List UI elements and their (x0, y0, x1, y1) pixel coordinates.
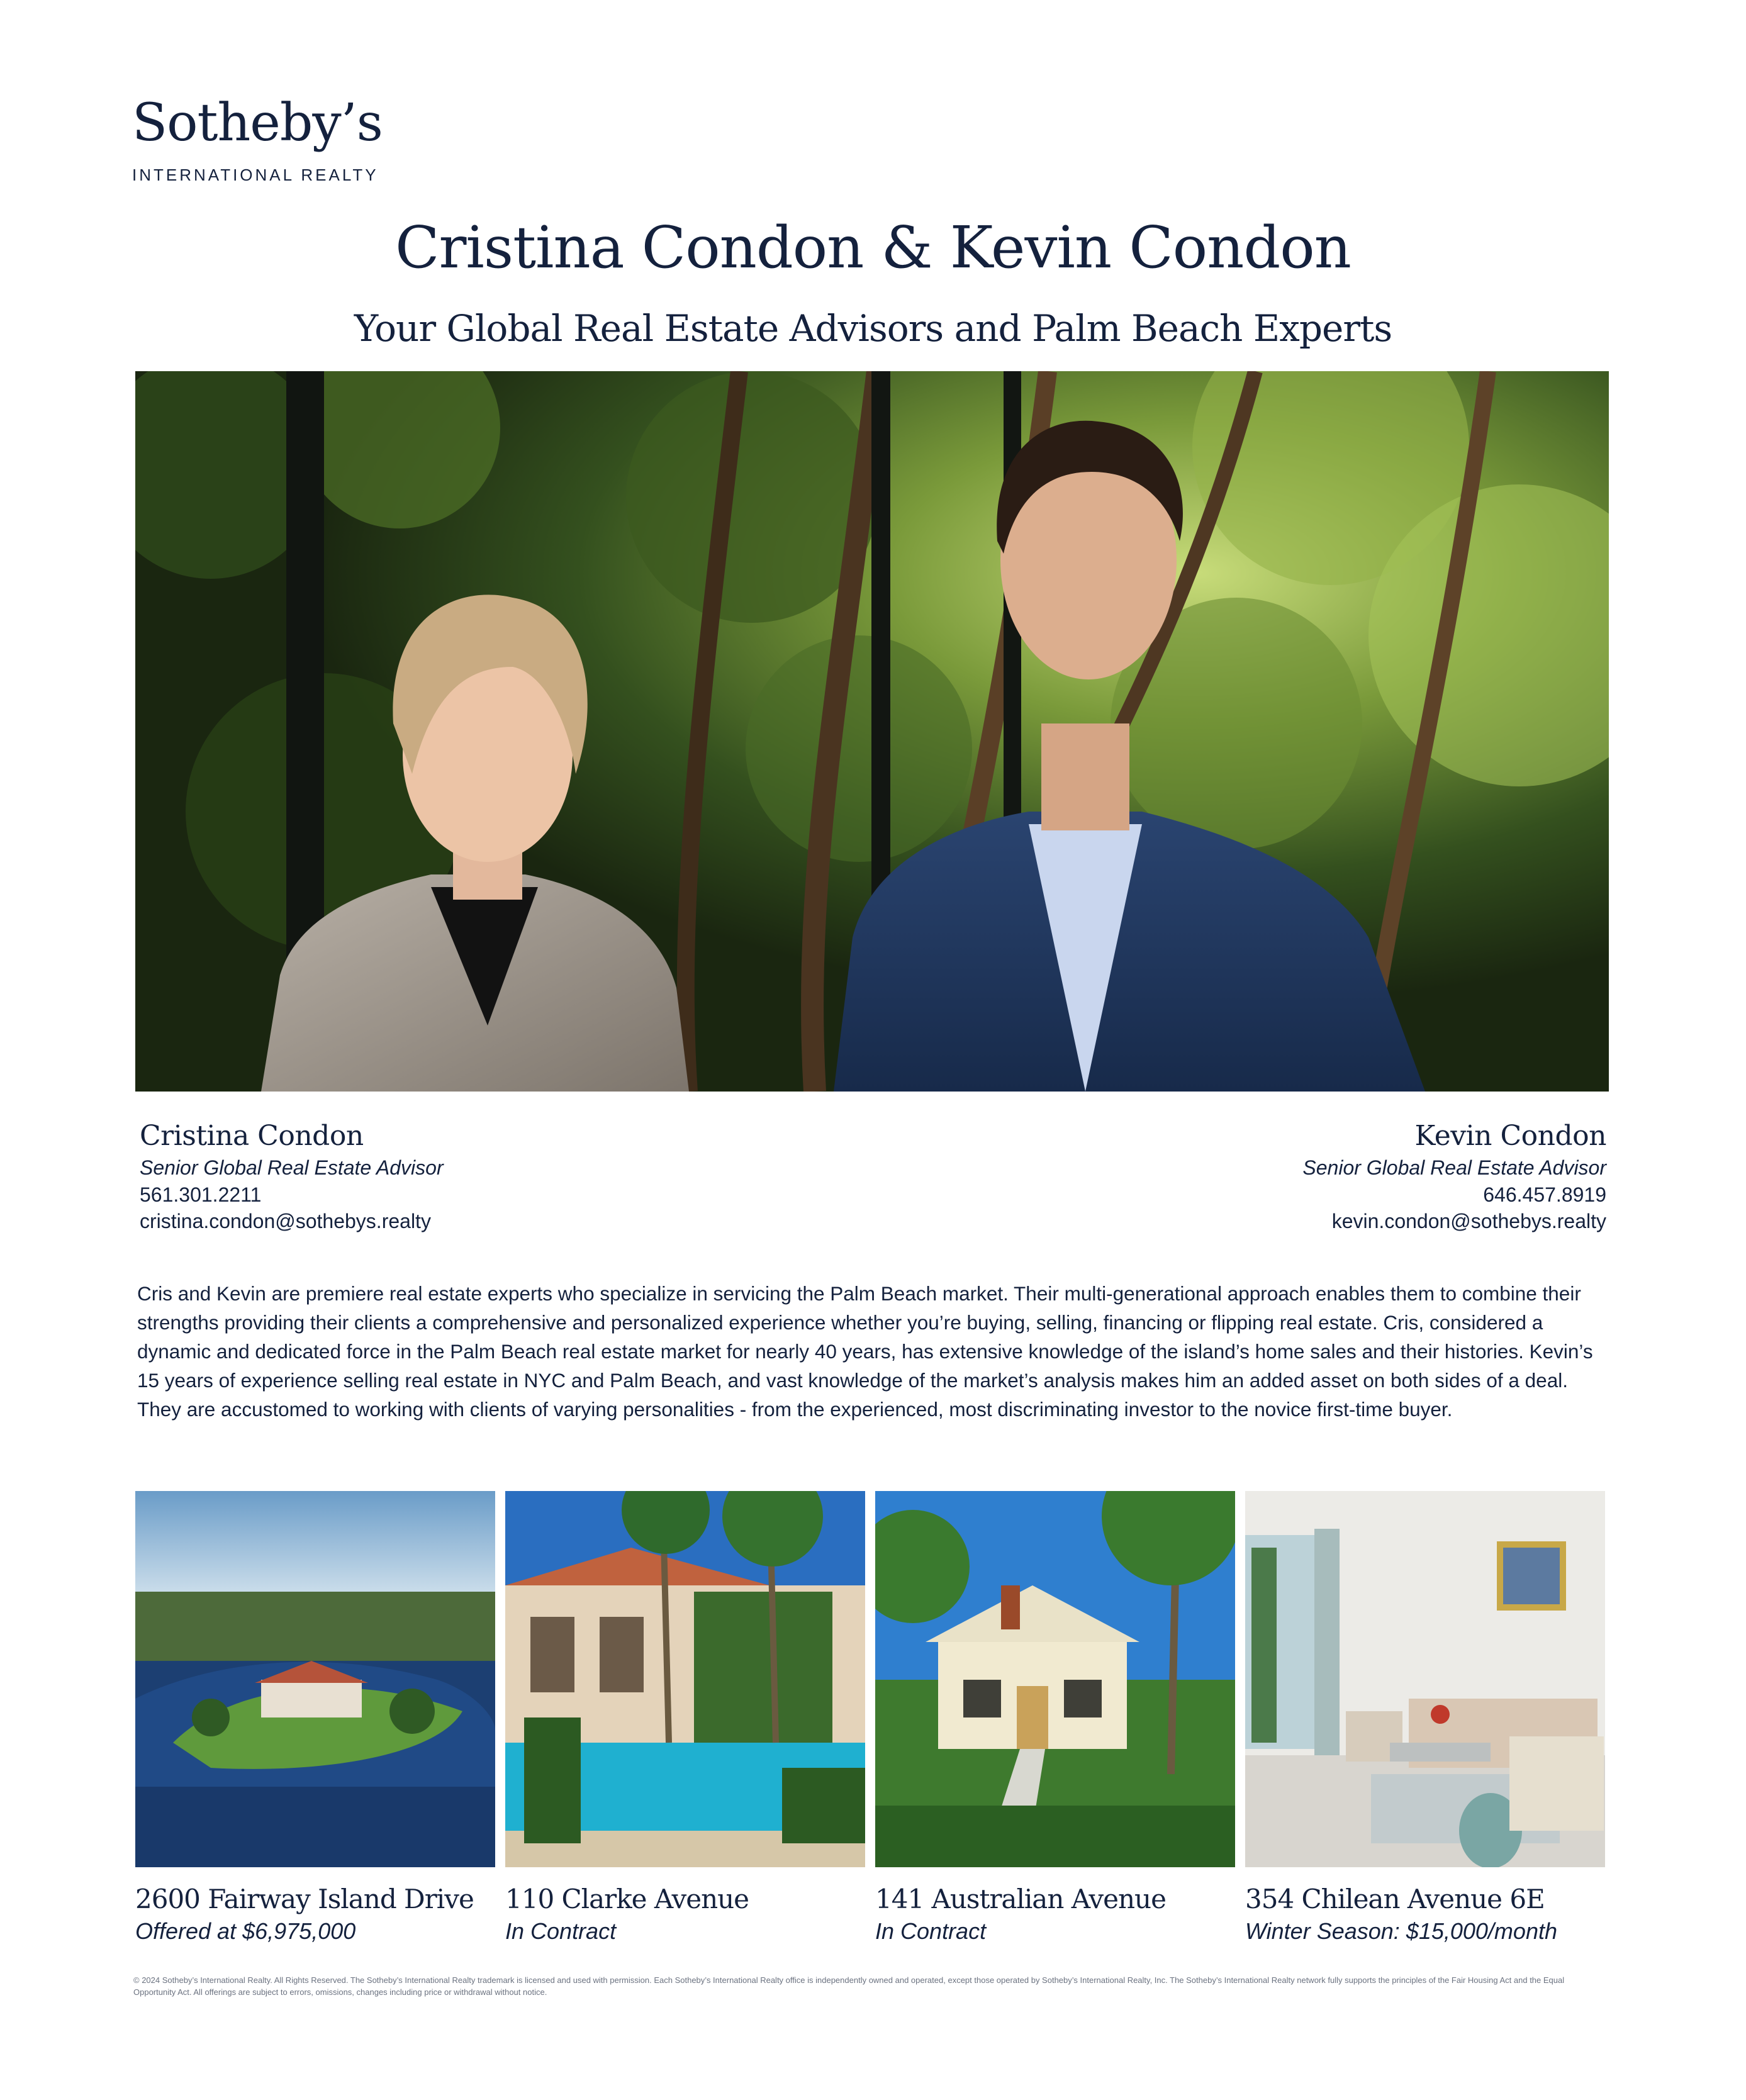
logo-wordmark: Sotheby’s (132, 93, 383, 153)
agent-name: Kevin Condon (1414, 1120, 1606, 1152)
listing-status: In Contract (505, 1918, 617, 1944)
legal-disclaimer: © 2024 Sotheby’s International Realty. All Rights Reserved. The Sotheby’s International Realty trademark is licensed and used with permission. Each Sotheby’s International Realty office is independently owned and operated, except those operated by Sotheby’s International Realty, Inc. The Sotheby’s International Realty network fully supports the principles of the Fair Housing Act and the Equal Opportunity Act. All offerings are subject to errors, omissions, changes including price or withdrawal without notice. (133, 1975, 1565, 1997)
listing-photo[interactable] (505, 1491, 865, 1867)
page-title: Cristina Condon & Kevin Condon (395, 214, 1351, 281)
agent-title: Senior Global Real Estate Advisor (1302, 1156, 1606, 1179)
listing-address: 110 Clarke Avenue (505, 1884, 749, 1914)
bio-paragraph: Cris and Kevin are premiere real estate experts who specialize in servicing the Palm Beach market. Their multi-generational approach enables them to combine their strengths providing their clients a comprehensive and personalized experience whether you’re buying, selling, financing or flipping real estate. Cris, considered a dynamic and dedicated force in the Palm Beach real estate market for nearly 40 years, has extensive knowledge of the island’s home sales and their histories. Kevin’s 15 years of experience selling real estate in NYC and Palm Beach, and vast knowledge of the market’s analysis makes him an added asset on both sides of a deal. They are accustomed to working with clients of varying personalities - from the experienced, most discriminating investor to the novice first-time buyer. (137, 1282, 1593, 1421)
hero-photo (135, 371, 1609, 1092)
listing-address: 141 Australian Avenue (875, 1884, 1166, 1914)
sothebys-logo (132, 93, 396, 185)
listing-photo[interactable] (1245, 1491, 1605, 1867)
listing-status: Winter Season: $15,000/month (1245, 1918, 1557, 1944)
listing-address: 354 Chilean Avenue 6E (1245, 1884, 1545, 1914)
listing-address: 2600 Fairway Island Drive (135, 1884, 474, 1914)
agent-email[interactable]: cristina.condon@sothebys.realty (140, 1210, 431, 1232)
listing-photo[interactable] (135, 1491, 495, 1867)
listing-card[interactable] (1245, 1491, 1605, 1945)
listing-card[interactable] (505, 1491, 865, 1945)
listing-status: Offered at $6,975,000 (135, 1918, 356, 1944)
listing-status: In Contract (875, 1918, 987, 1944)
listing-card[interactable] (135, 1491, 495, 1945)
agent-phone[interactable]: 646.457.8919 (1483, 1183, 1606, 1206)
agent-name: Cristina Condon (140, 1120, 364, 1152)
hero-photo-illustration (135, 371, 1609, 1092)
logo-subline: INTERNATIONAL REALTY (132, 165, 379, 184)
agent-kevin (1040, 1119, 1606, 1234)
listing-photo[interactable] (875, 1491, 1235, 1867)
agent-title: Senior Global Real Estate Advisor (140, 1156, 444, 1179)
page-subtitle: Your Global Real Estate Advisors and Palm Beach Experts (354, 307, 1392, 350)
agent-phone[interactable]: 561.301.2211 (140, 1183, 262, 1206)
agent-email[interactable]: kevin.condon@sothebys.realty (1331, 1210, 1606, 1232)
listing-card[interactable] (875, 1491, 1235, 1945)
agent-cristina (140, 1119, 706, 1234)
